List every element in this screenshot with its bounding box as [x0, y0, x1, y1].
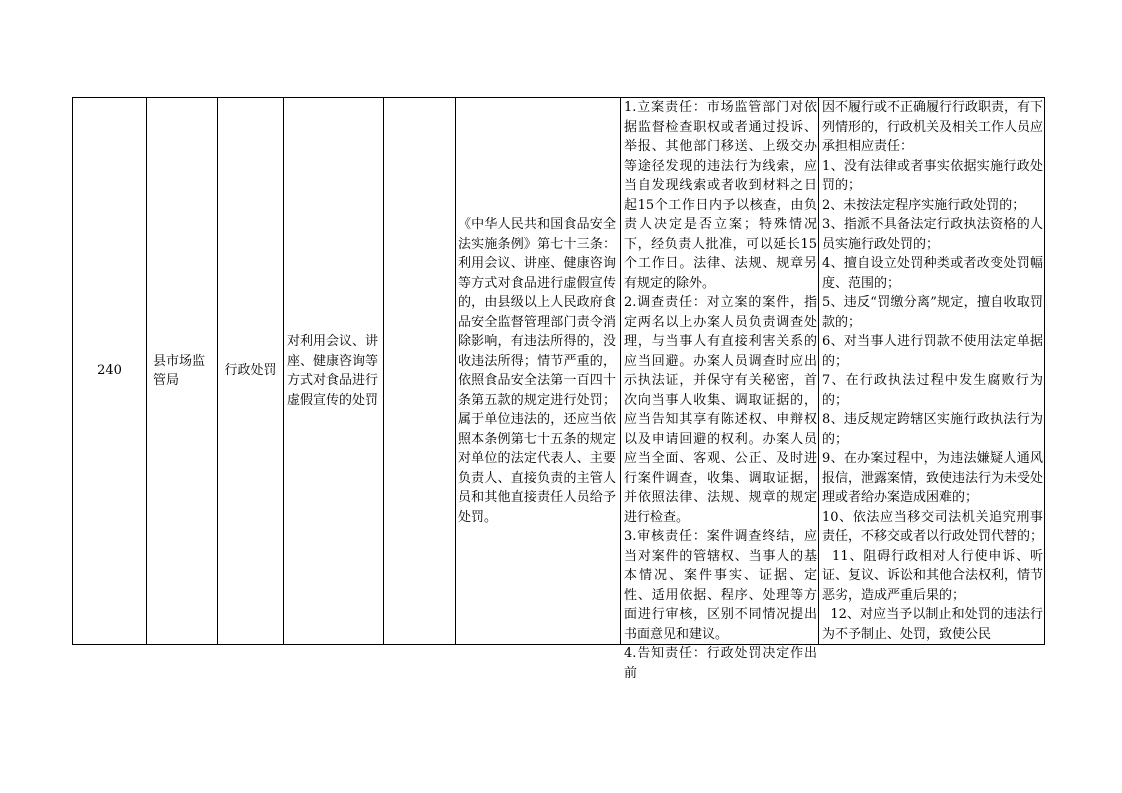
power-type: 行政处罚	[224, 363, 277, 379]
row-number-cell	[73, 98, 147, 645]
responsibilities-text: 1.立案责任：市场监管部门对依据监督检查职权或者通过投诉、举报、其他部门移送、上级交办等途径发现的违法行为线索，应当自发现线索或者收到材料之日起15个工作日内予以核查，由负责人决定是否立案；特殊情况下，经负责人批准，可以延长15个工作日。法律、法规、规章另有规定的除外。 2.调查责任：对立案的案件，指定两名以上办案人员负责调查处理，与当事人有直接利害关系的应当回避。办案人员调查时应出示执法证，并保守有关秘密，首次向当事人收集、调取证据的，应当告知其享有陈述权、申辩权以及申请回避的权利。办案人员应当全面、客观、公正、及时进行案件调查，收集、调取证据，并依照法律、法规、规章的规定进行检查。 3.审核责任：案件调查终结，应当对案件的管辖权、当事人的基本情况、案件事实、证据、定性、适用依据、程序、处理等方面进行审核，区别不同情况提出书面意见和建议。 4.告知责任：行政处罚决定作出前	[624, 100, 817, 681]
row-number: 240	[97, 363, 122, 379]
item-name: 对利用会议、讲座、健康咨询等方式对食品进行虚假宣传的处罚	[287, 334, 379, 408]
responsibility-table	[72, 97, 1045, 681]
liabilities-cell	[819, 98, 1045, 645]
power-type-cell	[218, 98, 284, 645]
department-cell	[147, 98, 218, 645]
sub-item-cell	[384, 98, 456, 645]
table-row	[73, 98, 1045, 645]
legal-basis-cell	[456, 98, 621, 645]
liabilities-text: 因不履行或不正确履行行政职责，有下列情形的，行政机关及相关工作人员应承担相应责任： 1、没有法律或者事实依据实施行政处罚的； 2、未按法定程序实施行政处罚的； 3、指派不具备法定行政执法资格的人员实施行政处罚的； 4、擅自设立处罚种类或者改变处罚幅度、范围的； 5、违反“罚缴分离”规定，擅自收取罚款的； 6、对当事人进行罚款不使用法定单据的； 7、在行政执法过程中发生腐败行为的； 8、违反规定跨辖区实施行政执法行为的； 9、在办案过程中，为违法嫌疑人通风报信，泄露案情，致使违法行为未受处理或者给办案造成困难的； 10、依法应当移交司法机关追究刑事责任，不移交或者以行政处罚代替的； 11、阻碍行政相对人行使申诉、听证、复议、诉讼和其他合法权利，情节恶劣，造成严重后果的； 12、对应当予以制止和处罚的违法行为不予制止、处罚，致使公民	[822, 100, 1044, 642]
legal-basis: 《中华人民共和国食品安全法实施条例》第七十三条：利用会议、讲座、健康咨询等方式对食品进行虚假宣传的，由县级以上人民政府食品安全监督管理部门责令消除影响，有违法所得的，没收违法所得；情节严重的，依照食品安全法第一百四十条第五款的规定进行处罚；属于单位违法的，还应当依照本条例第七十五条的规定对单位的法定代表人、主要负责人、直接负责的主管人员和其他直接责任人员给予处罚。	[458, 217, 616, 525]
department-name: 县市场监管局	[153, 353, 206, 388]
responsibilities-cell	[621, 98, 819, 681]
item-name-cell	[284, 98, 384, 645]
